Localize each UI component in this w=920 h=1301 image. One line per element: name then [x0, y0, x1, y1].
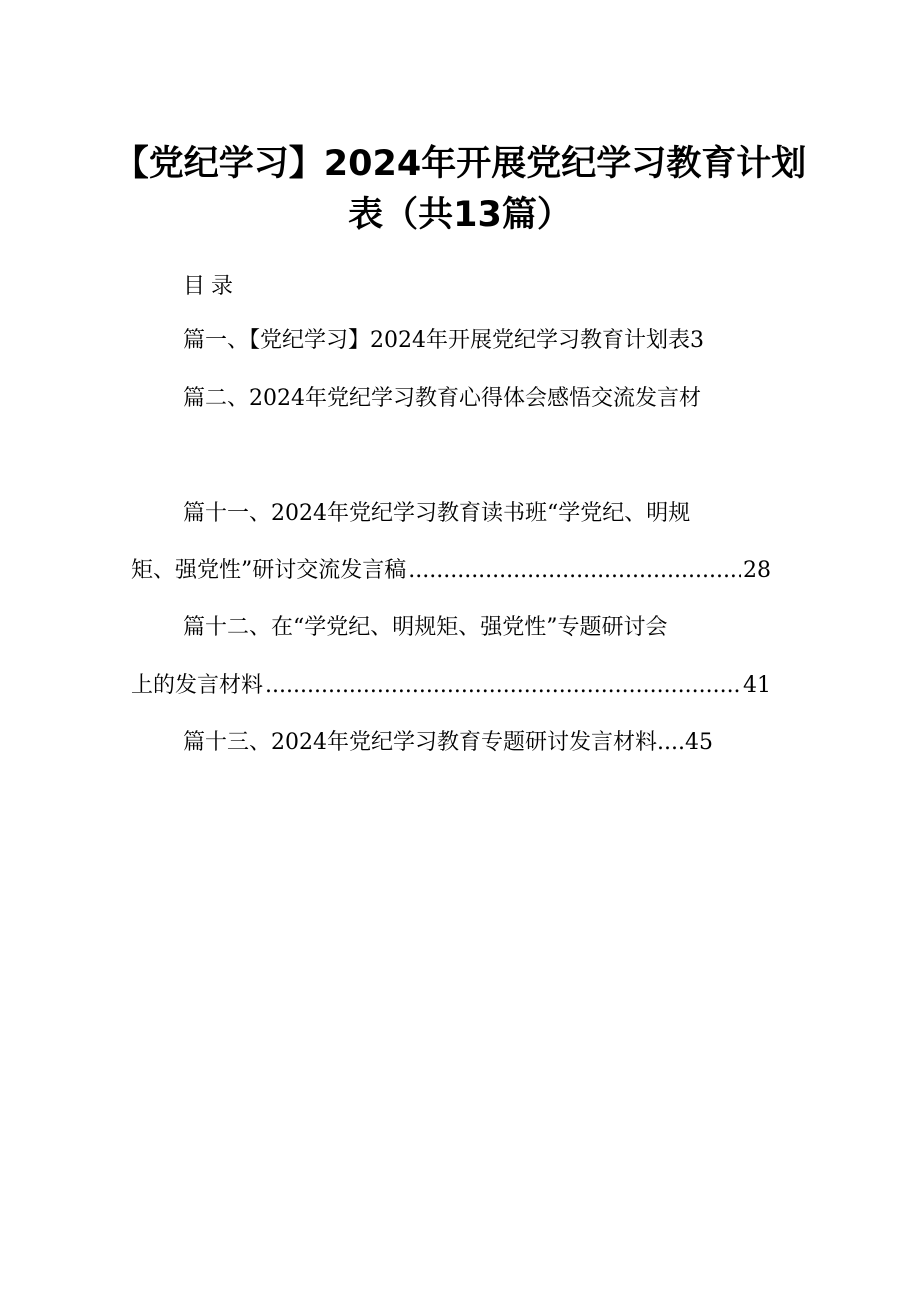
- toc-entry-11-line-2[interactable]: [131, 555, 771, 587]
- document-title-line-2: 表（共13篇）: [348, 195, 572, 235]
- toc-entry-13-page: 45: [684, 730, 713, 755]
- toc-entry-12-line-2[interactable]: [131, 670, 771, 702]
- toc-entry-2[interactable]: 篇二、2024年党纪学习教育心得体会感悟交流发言材: [183, 386, 701, 411]
- toc-entry-13-title: 篇十三、2024年党纪学习教育专题研讨发言材料: [183, 730, 657, 755]
- toc-entry-1[interactable]: 篇一、【党纪学习】2024年开展党纪学习教育计划表3: [183, 328, 704, 353]
- toc-entry-12-title-tail: 上的发言材料: [131, 673, 264, 698]
- toc-entry-13-dots: ....: [657, 730, 685, 755]
- toc-entry-11-title-tail: 矩、强党性”研讨交流发言稿: [131, 558, 407, 583]
- toc-heading: 目录: [183, 274, 240, 299]
- dot-leader: [265, 670, 741, 702]
- dot-leader: [408, 555, 741, 587]
- toc-entry-13[interactable]: [183, 727, 713, 759]
- toc-entry-12-line-1[interactable]: 篇十二、在“学党纪、明规矩、强党性”专题研讨会: [183, 615, 668, 640]
- document-title-line-1: 【党纪学习】2024年开展党纪学习教育计划: [113, 144, 807, 184]
- toc-entry-11-line-1[interactable]: 篇十一、2024年党纪学习教育读书班“学党纪、明规: [183, 501, 691, 526]
- toc-entry-12-page: 41: [743, 673, 771, 698]
- toc-entry-11-page: 28: [743, 558, 771, 583]
